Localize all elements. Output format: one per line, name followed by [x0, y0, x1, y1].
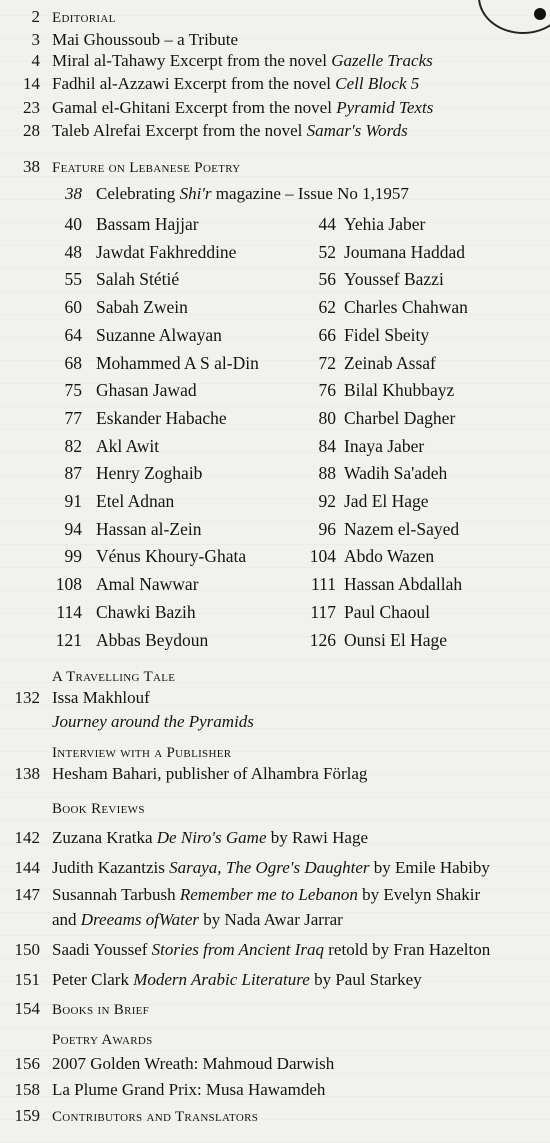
poet-page-number: 87: [64, 463, 82, 484]
toc-text: Zuzana Kratka: [52, 828, 157, 847]
toc-text: Hesham Bahari, publisher of Alhambra Förlag: [52, 764, 368, 783]
poet-name: Nazem el-Sayed: [344, 518, 460, 539]
toc-text: by Rawi Hage: [266, 828, 369, 847]
toc-text: Peter Clark: [52, 970, 134, 989]
poet-name: Henry Zoghaib: [96, 463, 203, 484]
poet-name: Hassan Abdallah: [344, 574, 463, 595]
poet-name: Yehia Jaber: [344, 214, 426, 234]
poet-page-number: 111: [311, 574, 336, 595]
toc-text: Interview with a Publisher: [52, 745, 232, 761]
poet-name: Jawdat Fakhreddine: [96, 241, 237, 262]
feature-intro-part: Celebrating: [96, 184, 180, 203]
toc-entry-text: [52, 762, 367, 786]
poet-page-number: 84: [318, 435, 336, 456]
toc-entry-text: [52, 96, 433, 120]
poet-name: Bassam Hajjar: [96, 214, 199, 234]
toc-page-number: 150: [14, 940, 40, 959]
poet-page-number: 56: [318, 269, 336, 290]
poet-name: Chawki Bazih: [96, 601, 196, 622]
toc-text: Contributors and Translators: [52, 1109, 259, 1125]
poet-name: Hassan al-Zein: [96, 518, 202, 539]
toc-text: by Paul Starkey: [309, 970, 422, 989]
toc-entry-text: [52, 1052, 334, 1076]
poet-page-number: 52: [318, 241, 336, 262]
poet-name: Eskander Habache: [96, 407, 227, 428]
toc-page-number: 28: [23, 121, 40, 140]
toc-page-number: 156: [14, 1054, 40, 1073]
feature-intro-page: 38: [65, 184, 82, 203]
toc-text: Poetry Awards: [52, 1032, 153, 1048]
toc-italic-title: Gazelle Tracks: [331, 51, 433, 70]
toc-text: Mai Ghoussoub – a Tribute: [52, 30, 239, 49]
poet-page-number: 126: [309, 629, 336, 650]
toc-entry-text: [52, 1078, 325, 1102]
poet-name: Charles Chahwan: [344, 297, 468, 318]
toc-text: Fadhil al-Azzawi Excerpt from the novel: [52, 74, 336, 93]
poet-page-number: 82: [64, 435, 82, 456]
toc-text: retold by Fran Hazelton: [324, 940, 491, 959]
toc-entry-text: [52, 856, 490, 880]
poet-page-number: 121: [55, 629, 82, 650]
toc-entry-text: [52, 686, 150, 710]
toc-entry-text: [52, 119, 408, 143]
poet-page-number: 108: [55, 574, 82, 595]
poet-name: Youssef Bazzi: [344, 269, 444, 290]
poet-page-number: 72: [318, 352, 336, 373]
toc-entry-text: [52, 710, 254, 734]
poet-page-number: 77: [64, 407, 82, 428]
feature-intro-text: [96, 182, 409, 206]
poet-page-number: 44: [318, 214, 336, 234]
toc-page-number: 154: [14, 999, 40, 1018]
toc-page-number: 159: [14, 1106, 40, 1125]
feature-intro-part: magazine – Issue No 1,1957: [211, 184, 409, 203]
toc-entry-text: [52, 968, 422, 992]
poet-name: Akl Awit: [96, 435, 160, 456]
toc-italic-title: Stories from Ancient Iraq: [151, 940, 325, 959]
toc-text: Saadi Youssef: [52, 940, 152, 959]
poet-name: Salah Stétié: [96, 269, 180, 290]
toc-entry-text: [52, 997, 149, 1022]
toc-italic-title: Pyramid Texts: [336, 98, 434, 117]
toc-entry-text: [52, 49, 433, 73]
toc-entry-text: [52, 72, 419, 96]
poet-page-number: 94: [64, 518, 82, 539]
poet-page-number: 40: [64, 214, 82, 234]
toc-entry-text: [52, 883, 480, 907]
toc-text: by Emile Habiby: [369, 858, 490, 877]
toc-text: by Evelyn Shakir: [357, 885, 481, 904]
poet-page-number: 55: [64, 269, 82, 290]
poet-page-number: 114: [56, 601, 82, 622]
toc-italic-title: Dreeams ofWater: [80, 910, 199, 929]
toc-page-number: 23: [23, 98, 40, 117]
toc-text: Issa Makhlouf: [52, 688, 150, 707]
poet-page-number: 75: [64, 380, 82, 401]
toc-text: Editorial: [52, 10, 116, 26]
toc-text: Judith Kazantzis: [52, 858, 170, 877]
toc-page-number: 2: [31, 7, 40, 26]
toc-text: Taleb Alrefai Excerpt from the novel: [52, 121, 307, 140]
poet-name: Joumana Haddad: [344, 241, 466, 262]
poet-page-number: 99: [64, 546, 82, 567]
toc-page-number: 147: [14, 885, 40, 904]
poet-name: Fidel Sbeity: [344, 324, 430, 345]
toc-page-number: 14: [23, 74, 40, 93]
poet-page-number: 88: [318, 463, 336, 484]
toc-text: A Travelling Tale: [52, 669, 176, 685]
toc-entry-text: [52, 1027, 153, 1052]
toc-page-number: 38: [23, 157, 40, 176]
poet-name: Mohammed A S al-Din: [96, 352, 259, 373]
poet-name: Abbas Beydoun: [96, 629, 209, 650]
poet-name: Amal Nawwar: [96, 574, 199, 595]
toc-italic-title: Remember me to Lebanon: [179, 885, 358, 904]
poet-page-number: 68: [64, 352, 82, 373]
poet-name: Ghasan Jawad: [96, 380, 197, 401]
toc-text: La Plume Grand Prix: Musa Hawamdeh: [52, 1080, 326, 1099]
poet-name: Paul Chaoul: [344, 601, 431, 622]
toc-italic-title: Journey around the Pyramids: [52, 712, 254, 731]
toc-italic-title: De Niro's Game: [156, 828, 267, 847]
toc-page-number: 138: [14, 764, 40, 783]
toc-page-number: 144: [14, 858, 40, 877]
toc-entry-text: [52, 5, 116, 30]
toc-page-number: 151: [14, 970, 40, 989]
toc-text: Books in Brief: [52, 1002, 150, 1018]
poet-name: Bilal Khubbayz: [344, 380, 455, 401]
poet-page-number: 96: [318, 518, 336, 539]
poet-name: Sabah Zwein: [96, 297, 188, 318]
poet-name: Abdo Wazen: [344, 546, 435, 567]
poet-page-number: 76: [318, 380, 336, 401]
stamp-dot: [534, 8, 546, 20]
poet-name: Charbel Dagher: [344, 407, 456, 428]
toc-entry-text: [52, 796, 145, 821]
poet-page-number: 92: [318, 491, 336, 511]
toc-entry-text: [52, 826, 368, 850]
toc-text: and: [52, 910, 81, 929]
poet-name: Vénus Khoury-Ghata: [96, 546, 247, 567]
poet-page-number: 60: [64, 297, 82, 318]
toc-page-number: 3: [31, 30, 40, 49]
poet-name: Zeinab Assaf: [344, 352, 436, 373]
toc-italic-title: Modern Arabic Literature: [133, 970, 310, 989]
toc-italic-title: Samar's Words: [306, 121, 408, 140]
poet-page-number: 117: [310, 601, 336, 622]
toc-entry-text: [52, 1104, 258, 1129]
poet-page-number: 91: [64, 491, 82, 511]
toc-text: Feature on Lebanese Poetry: [52, 160, 241, 176]
poet-page-number: 80: [318, 407, 336, 428]
toc-text: Miral al-Tahawy Excerpt from the novel: [52, 51, 332, 70]
toc-page-number: 132: [14, 688, 40, 707]
toc-italic-title: Saraya, The Ogre's Daughter: [169, 858, 370, 877]
poet-name: Ounsi El Hage: [344, 629, 448, 650]
poet-page-number: 62: [318, 297, 336, 318]
toc-text: by Nada Awar Jarrar: [199, 910, 343, 929]
feature-intro-magazine: Shi'r: [179, 184, 212, 203]
toc-text: Susannah Tarbush: [52, 885, 180, 904]
poet-name: Jad El Hage: [344, 491, 429, 511]
toc-text: 2007 Golden Wreath: Mahmoud Darwish: [52, 1054, 335, 1073]
toc-entry-text: [52, 938, 490, 962]
toc-text: Book Reviews: [52, 801, 145, 817]
toc-page-number: 158: [14, 1080, 40, 1099]
poet-page-number: 104: [309, 546, 336, 567]
toc-page-number: 142: [14, 828, 40, 847]
poet-page-number: 48: [64, 241, 82, 262]
poet-name: Wadih Sa'adeh: [344, 463, 448, 484]
toc-italic-title: Cell Block 5: [335, 74, 420, 93]
toc-entry-text: [52, 908, 343, 932]
poet-page-number: 64: [64, 324, 82, 345]
poet-page-number: 66: [318, 324, 336, 345]
poet-name: Etel Adnan: [96, 491, 175, 511]
poet-name: Inaya Jaber: [344, 435, 425, 456]
toc-text: Gamal el-Ghitani Excerpt from the novel: [52, 98, 337, 117]
toc-entry-text: [52, 155, 241, 180]
toc-page-number: 4: [31, 51, 40, 70]
poet-name: Suzanne Alwayan: [96, 324, 222, 345]
